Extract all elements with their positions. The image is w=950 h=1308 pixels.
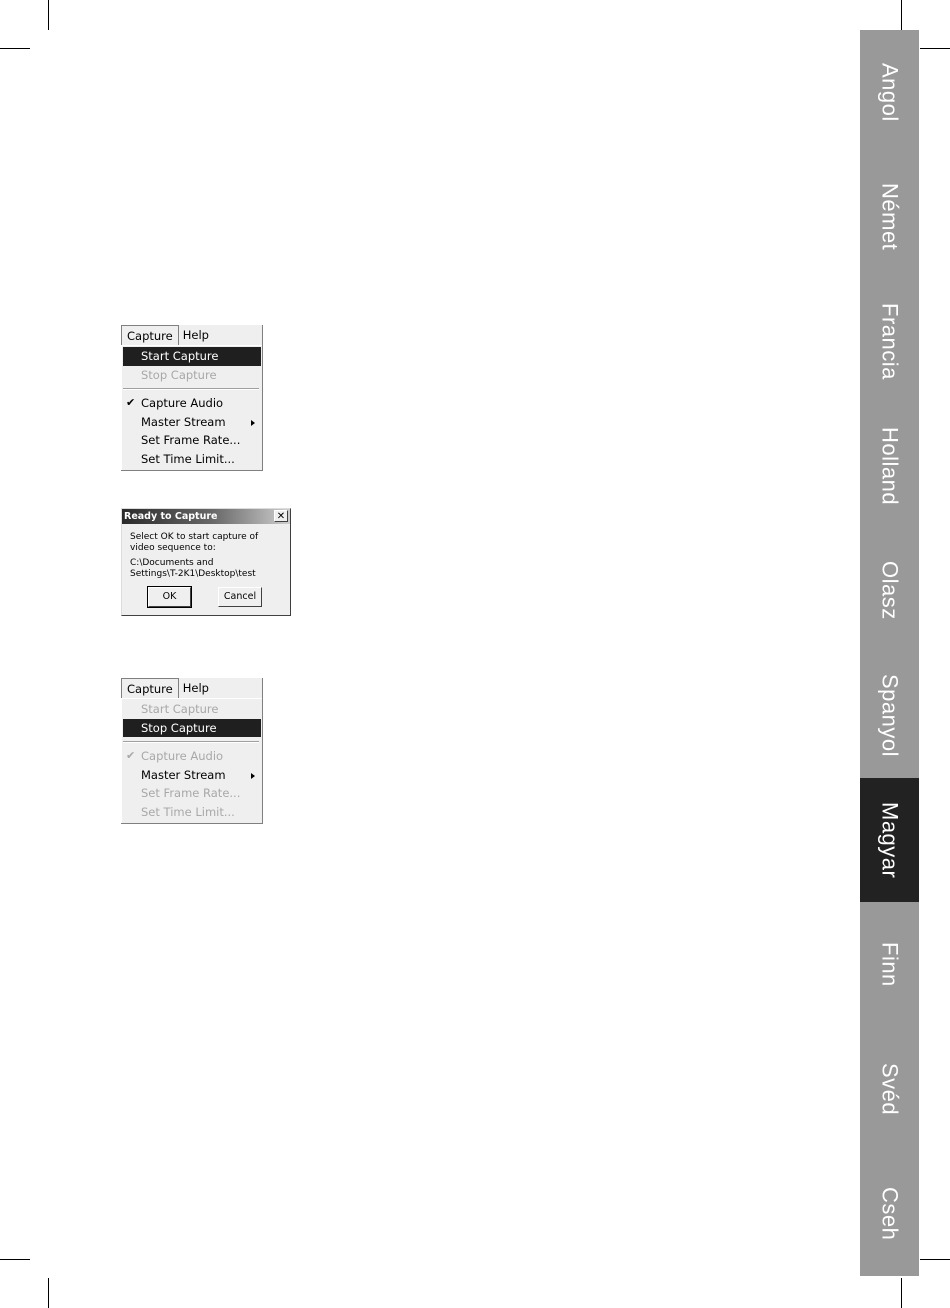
language-tab-nemet[interactable]: [860, 155, 919, 280]
submenu-arrow-icon: [251, 420, 255, 426]
set-frame-rate-item[interactable]: Set Frame Rate...: [141, 433, 241, 447]
set-time-limit-item[interactable]: Set Time Limit...: [141, 451, 235, 466]
master-stream-item[interactable]: [123, 413, 261, 432]
dialog-titlebar: [122, 509, 290, 524]
language-tab-cseh[interactable]: [860, 1151, 919, 1276]
language-tab-magyar[interactable]: [860, 778, 919, 903]
crop-mark: [920, 1259, 950, 1260]
stop-capture-item[interactable]: Stop Capture: [123, 719, 261, 738]
ok-button[interactable]: OK: [148, 587, 191, 607]
crop-mark: [0, 1259, 30, 1260]
tab-label: Finn: [877, 942, 903, 987]
language-tab-holland[interactable]: [860, 404, 919, 529]
language-tab-angol[interactable]: [860, 30, 919, 155]
tab-label: Német: [877, 183, 903, 251]
capture-audio-label: Capture Audio: [141, 749, 224, 763]
crop-mark: [48, 0, 49, 30]
menu-help[interactable]: Help: [182, 681, 209, 695]
capture-audio-item[interactable]: [123, 747, 261, 766]
tab-label: Svéd: [877, 1062, 903, 1116]
menu-capture[interactable]: Capture: [121, 325, 179, 345]
tab-label: Cseh: [877, 1186, 903, 1241]
tab-label: Spanyol: [877, 673, 903, 757]
tab-label: Magyar: [877, 801, 903, 879]
language-tab-spanyol[interactable]: [860, 653, 919, 778]
checkmark-icon: ✔: [126, 396, 136, 409]
capture-dropdown: [121, 698, 262, 823]
set-time-limit-item[interactable]: Set Time Limit...: [141, 804, 235, 819]
dialog-path-line: Settings\T-2K1\Desktop\test: [130, 569, 256, 579]
menu-bar: [121, 678, 262, 698]
language-tab-olasz[interactable]: [860, 528, 919, 653]
language-tab-francia[interactable]: [860, 279, 919, 404]
language-tab-sved[interactable]: [860, 1027, 919, 1152]
cancel-button[interactable]: Cancel: [218, 587, 262, 607]
menu-separator: [123, 741, 259, 743]
set-frame-rate-item[interactable]: Set Frame Rate...: [141, 786, 241, 800]
language-tab-strip: [860, 30, 919, 1276]
menu-bar: [121, 325, 262, 345]
crop-mark: [920, 48, 950, 49]
start-capture-item[interactable]: Start Capture: [123, 347, 261, 366]
menu-help[interactable]: Help: [182, 328, 209, 342]
capture-menu-screenshot-1: [121, 325, 263, 471]
tab-label: Angol: [877, 62, 903, 122]
ready-to-capture-dialog: [121, 508, 291, 616]
menu-separator: [123, 388, 259, 390]
close-icon[interactable]: ✕: [274, 510, 288, 522]
capture-audio-label: Capture Audio: [141, 396, 224, 410]
dialog-message: [130, 532, 258, 580]
dialog-path-line: C:\Documents and: [130, 558, 214, 568]
dialog-title: Ready to Capture: [124, 511, 218, 522]
tab-label: Holland: [877, 427, 903, 506]
capture-menu-screenshot-2: [121, 678, 263, 824]
stop-capture-item[interactable]: Stop Capture: [141, 367, 217, 382]
capture-dropdown: [121, 345, 262, 470]
master-stream-label: Master Stream: [141, 767, 226, 782]
dialog-message-line: video sequence to:: [130, 543, 216, 553]
language-tab-finn[interactable]: [860, 902, 919, 1027]
crop-mark: [901, 1278, 902, 1308]
crop-mark: [901, 0, 902, 30]
dialog-message-line: Select OK to start capture of: [130, 532, 259, 542]
tab-label: Olasz: [877, 561, 903, 621]
start-capture-item[interactable]: Start Capture: [141, 702, 219, 716]
capture-audio-item[interactable]: [123, 394, 261, 413]
crop-mark: [48, 1278, 49, 1308]
tab-label: Francia: [877, 303, 903, 380]
submenu-arrow-icon: [251, 773, 255, 779]
master-stream-label: Master Stream: [141, 414, 226, 429]
master-stream-item[interactable]: [123, 766, 261, 785]
crop-mark: [0, 48, 30, 49]
checkmark-icon: ✔: [126, 749, 136, 762]
menu-capture[interactable]: Capture: [121, 678, 179, 698]
